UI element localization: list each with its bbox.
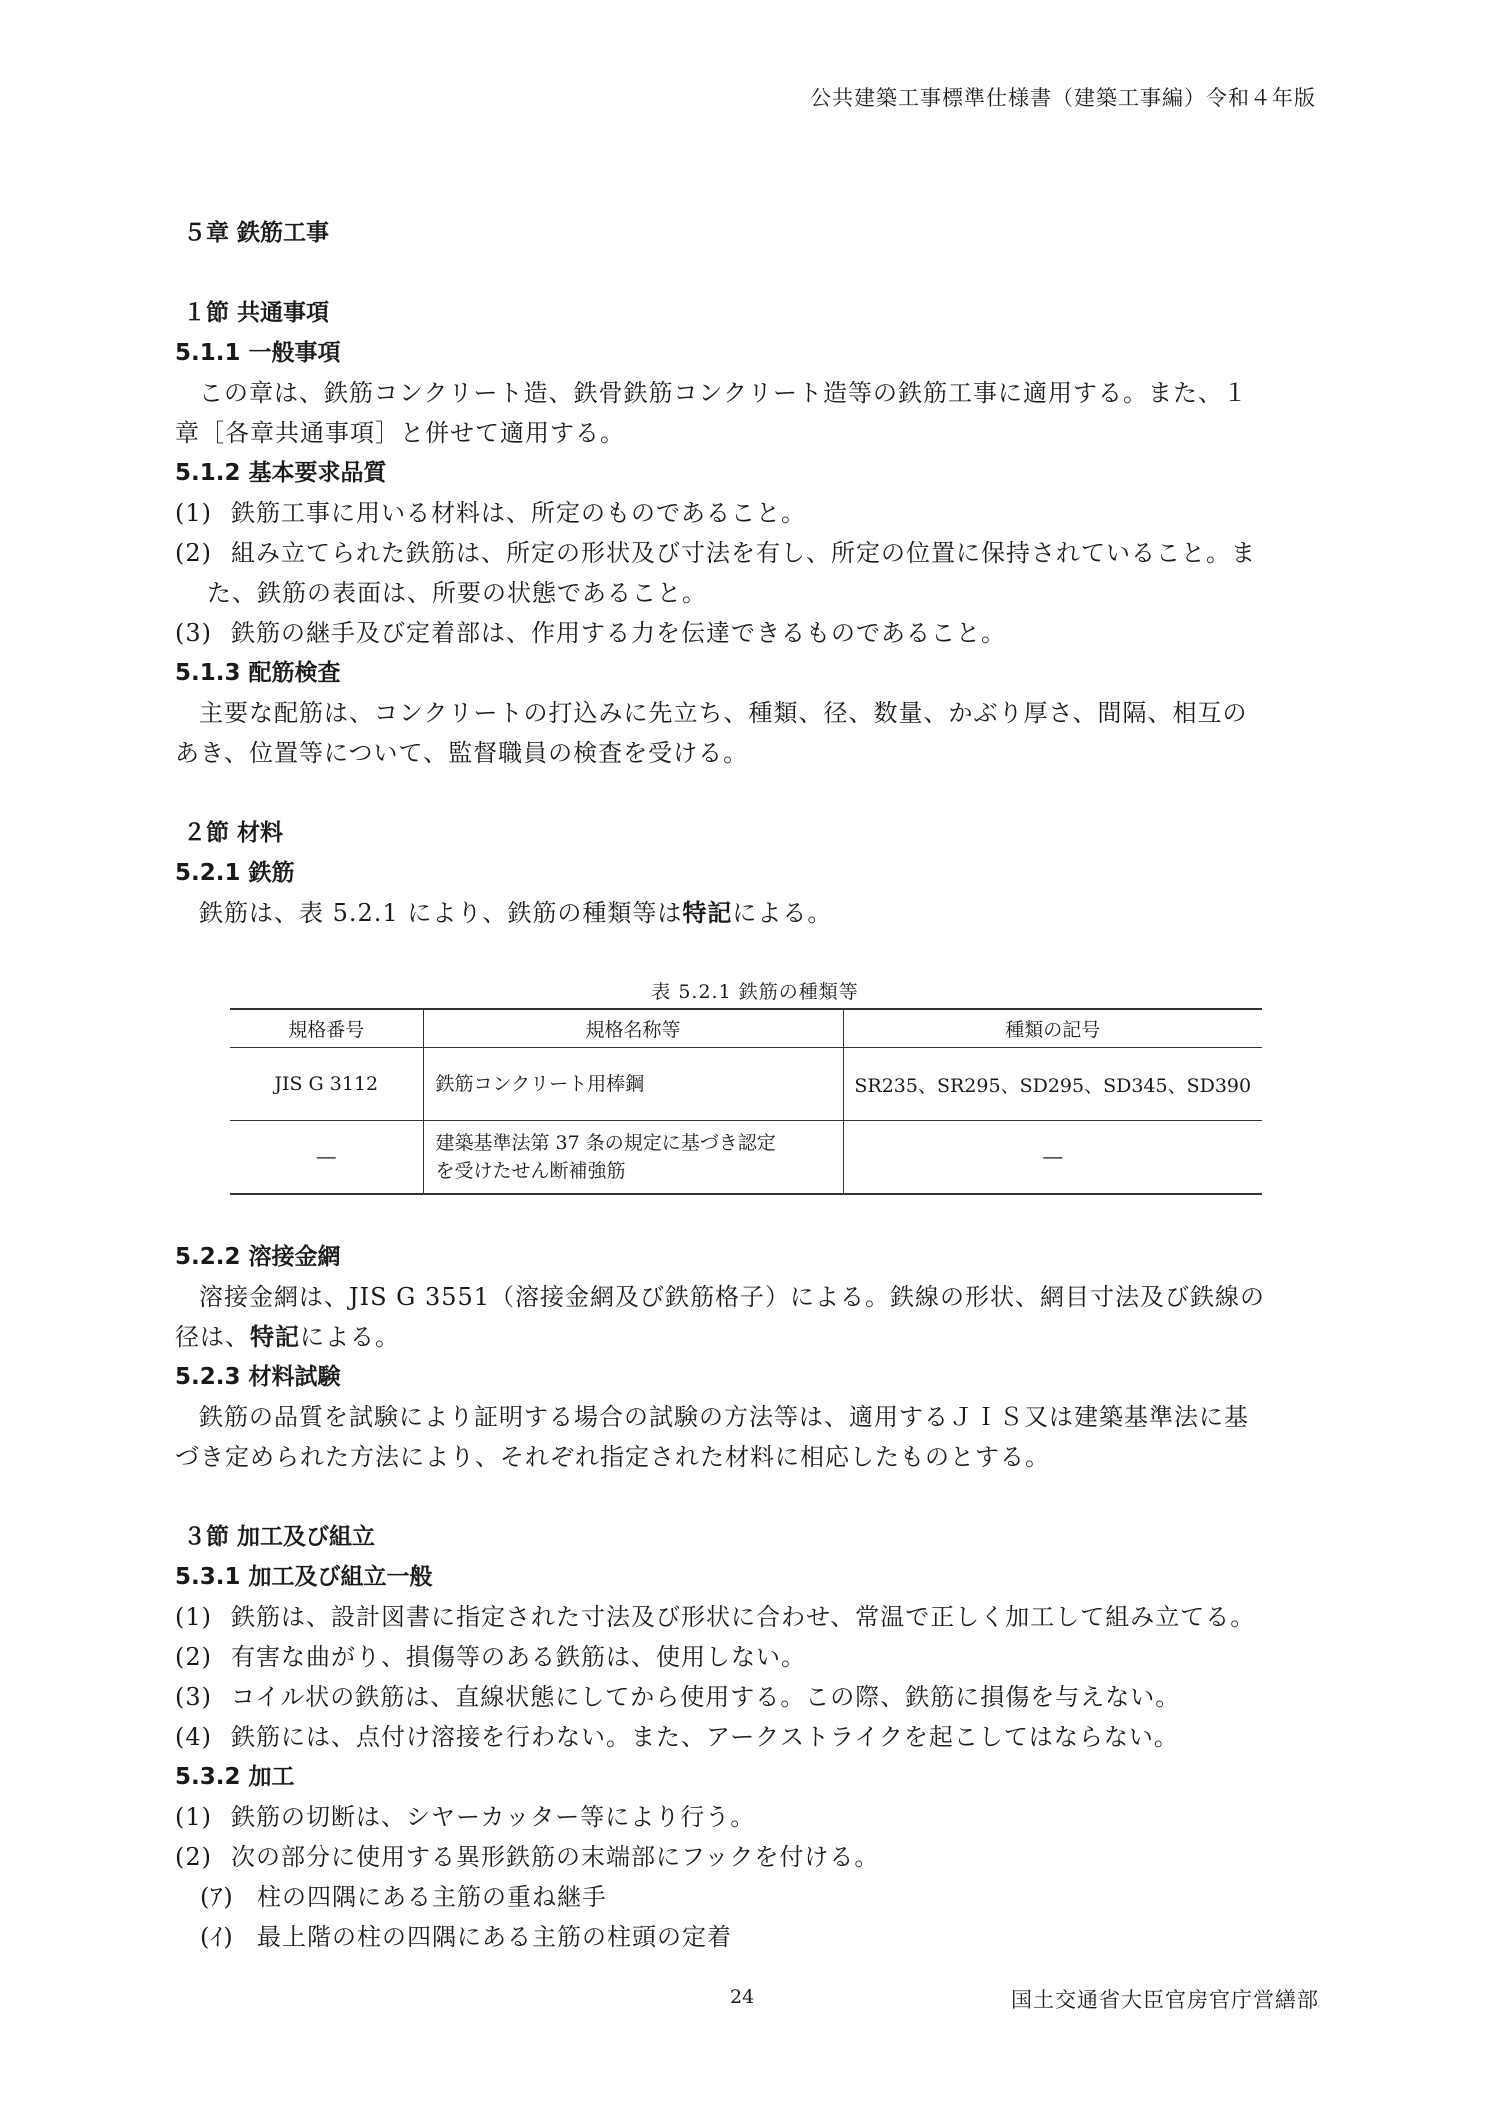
list-item: (1) 鉄筋の切断は、シヤーカッター等により行う。 (175, 1803, 756, 1831)
list-item: (4) 鉄筋には、点付け溶接を行わない。また、アークストライクを起こしてはならない。 (175, 1723, 1179, 1751)
subsection-513-line-1: 主要な配筋は、コンクリートの打込みに先立ち、種類、径、数量、かぶり厚さ、間隔、相互の (199, 699, 1248, 727)
list-item-continuation (175, 573, 1315, 613)
sub-list-item: (ｲ) 最上階の柱の四隅にある主筋の柱頭の定着 (200, 1923, 732, 1951)
list-item: (2) 次の部分に使用する異形鉄筋の末端部にフックを付ける。 (175, 1843, 880, 1871)
document-body (175, 213, 1315, 1957)
table-cell: JIS G 3112 (230, 1048, 423, 1121)
subsection-512-title: 5.1.2 基本要求品質 (175, 460, 387, 486)
subsection-521-title: 5.2.1 鉄筋 (175, 860, 295, 886)
list-item-text: 鉄筋工事に用いる材料は、所定のものであること。 (231, 499, 806, 527)
table-cell: 鉄筋コンクリート用棒鋼 (423, 1048, 843, 1121)
table-cell: 建築基準法第 37 条の規定に基づき認定 を受けたせん断補強筋 (423, 1121, 843, 1195)
table-cell: ― (843, 1121, 1262, 1195)
subsection-513-line-2: あき、位置等について、監督職員の検査を受ける。 (175, 739, 749, 767)
list-item: (2) 有害な曲がり、損傷等のある鉄筋は、使用しない。 (175, 1643, 806, 1671)
subsection-531-title: 5.3.1 加工及び組立一般 (175, 1564, 433, 1590)
subsection-511-line-1: この章は、鉄筋コンクリート造、鉄骨鉄筋コンクリート造等の鉄筋工事に適用する。また、１ (199, 379, 1249, 407)
subsection-522-line-2: 径は、特記による。 (175, 1323, 400, 1351)
subsection-523-line-2: づき定められた方法により、それぞれ指定された材料に相応したものとする。 (175, 1443, 1050, 1471)
subsection-521-text: 鉄筋は、表 5.2.1 により、鉄筋の種類等は特記による。 (199, 899, 833, 927)
list-item-text: 鉄筋の継手及び定着部は、作用する力を伝達できるものであること。 (231, 619, 1006, 647)
list-item-number: (1) (175, 499, 212, 527)
table-caption: 表 5.2.1 鉄筋の種類等 (651, 981, 859, 1003)
subsection-522-line-1: 溶接金網は、JIS G 3551（溶接金網及び鉄筋格子）による。鉄線の形状、網目寸法及び鉄線の (199, 1283, 1266, 1311)
list-item-text: た、鉄筋の表面は、所要の状態であること。 (207, 579, 707, 607)
subsection-522-title: 5.2.2 溶接金網 (175, 1244, 341, 1270)
footer-organization: 国土交通省大臣官房官庁営繕部 (1011, 1988, 1319, 2012)
list-item (175, 533, 1315, 573)
subsection-523-line-1: 鉄筋の品質を試験により証明する場合の試験の方法等は、適用するＪＩＳ又は建築基準法に基 (199, 1403, 1249, 1431)
section-1-title: １節 共通事項 (183, 300, 330, 326)
subsection-511-line-2: 章［各章共通事項］と併せて適用する。 (175, 419, 625, 447)
table-header-cell: 規格名称等 (423, 1009, 843, 1048)
page-number: 24 (730, 1986, 755, 2008)
table-header-cell: 規格番号 (230, 1009, 423, 1048)
list-item-number: (3) (175, 619, 212, 647)
sub-list-item: (ｱ) 柱の四隅にある主筋の重ね継手 (200, 1883, 607, 1911)
list-item (175, 613, 1315, 653)
section-2-title: ２節 材料 (183, 820, 284, 846)
chapter-title: ５章 鉄筋工事 (183, 220, 330, 246)
subsection-513-title: 5.1.3 配筋検査 (175, 660, 341, 686)
subsection-511-title: 5.1.1 一般事項 (175, 340, 341, 366)
subsection-523-title: 5.2.3 材料試験 (175, 1364, 341, 1390)
table-row (230, 1121, 1262, 1195)
special-note-term: 特記 (250, 1323, 300, 1351)
table-cell: ― (230, 1121, 423, 1195)
list-item: (3) コイル状の鉄筋は、直線状態にしてから使用する。この際、鉄筋に損傷を与えない。 (175, 1683, 1181, 1711)
table-header-cell: 種類の記号 (843, 1009, 1262, 1048)
subsection-532-title: 5.3.2 加工 (175, 1764, 295, 1790)
list-item (175, 493, 1315, 533)
section-3-title: ３節 加工及び組立 (183, 1524, 376, 1550)
list-item: (1) 鉄筋は、設計図書に指定された寸法及び形状に合わせ、常温で正しく加工して組み立てる。 (175, 1603, 1256, 1631)
running-header: 公共建築工事標準仕様書（建築工事編）令和４年版 (810, 86, 1316, 110)
table-row (230, 1048, 1262, 1121)
list-item-number: (2) (175, 539, 212, 567)
table-cell: SR235、SR295、SD295、SD345、SD390 (843, 1048, 1262, 1121)
special-note-term: 特記 (682, 899, 733, 927)
rebar-types-table (230, 1008, 1262, 1195)
list-item-text: 組み立てられた鉄筋は、所定の形状及び寸法を有し、所定の位置に保持されていること。ま (231, 539, 1256, 567)
